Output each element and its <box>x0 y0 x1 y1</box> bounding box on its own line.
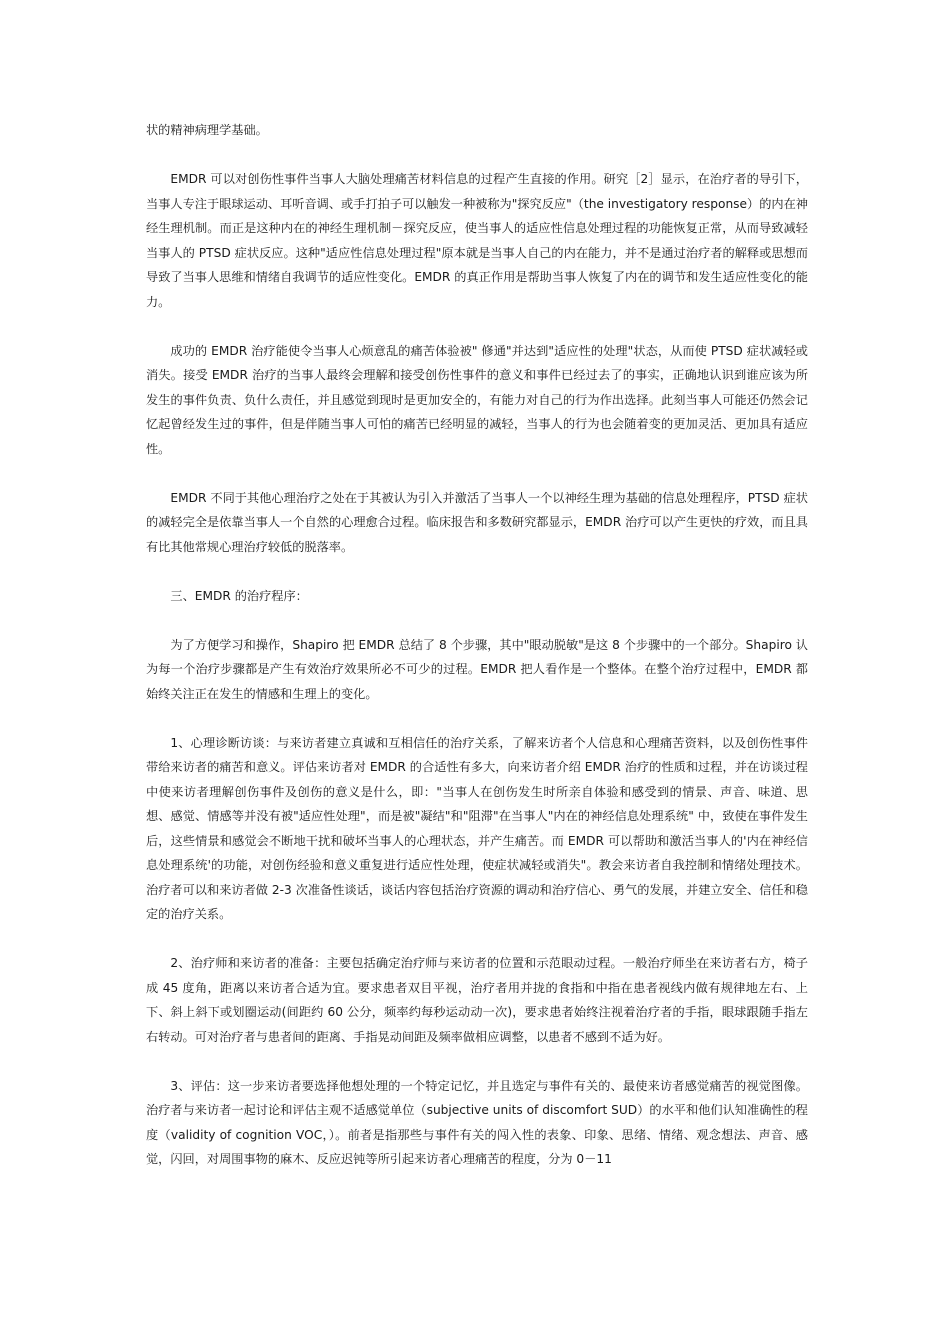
paragraph-step-3-assessment: 3、评估：这一步来访者要选择他想处理的一个特定记忆，并且选定与事件有关的、最使来访者感觉痛苦的视觉图像。治疗者与来访者一起讨论和评估主观不适感觉单位（subjective units of discomfort SUD）的水平和他们认知准确性的程度（validity of cognition VOC，）。前者是指那些与事件有关的闯入性的表象、印象、思绪、情绪、观念想法、声音、感觉，闪回，对周围事物的麻木、反应迟钝等所引起来访者心理痛苦的程度，分为 0－11 <box>146 1078 808 1166</box>
paragraph-emdr-mechanism: EMDR 可以对创伤性事件当事人大脑处理痛苦材料信息的过程产生直接的作用。研究［2］显示，在治疗者的导引下，当事人专注于眼球运动、耳听音调、或手打拍子可以触发一种被称为"探究反应"（the investigatory response）的内在神经生理机制。而正是这种内在的神经生理机制－探究反应，使当事人的适应性信息处理过程的功能恢复正常，从而导致减轻当事人的 PTSD 症状反应。这种"适应性信息处理过程"原本就是当事人自己的内在能力，并不是通过治疗者的解释或思想而导致了当事人思维和情绪自我调节的适应性变化。EMDR 的真正作用是帮助当事人恢复了内在的调节和发生适应性变化的能力。 <box>146 172 808 309</box>
document-page <box>146 118 808 1172</box>
paragraph-step-2-preparation: 2、治疗师和来访者的准备：主要包括确定治疗师与来访者的位置和示范眼动过程。一般治疗师坐在来访者右方，椅子成 45 度角，距离以来访者合适为宜。要求患者双目平视，治疗者用并拢的食指和中指在患者视线内做有规律地左右、上下、斜上斜下或划圈运动(间距约 60 公分，频率约每秒运动动一次)，要求患者始终注视着治疗者的手指，眼球跟随手指左右转动。可对治疗者与患者间的距离、手指晃动间距及频率做相应调整，以患者不感到不适为好。 <box>146 956 808 1044</box>
paragraph-emdr-difference: EMDR 不同于其他心理治疗之处在于其被认为引入并激活了当事人一个以神经生理为基础的信息处理程序，PTSD 症状的减轻完全是依靠当事人一个自然的心理愈合过程。临床报告和多数研究都显示，EMDR 治疗可以产生更快的疗效，而且具有比其他常规心理治疗较低的脱落率。 <box>146 490 808 554</box>
paragraph-continuation: 状的精神病理学基础。 <box>146 123 268 137</box>
paragraph-step-1-diagnostic-interview: 1、心理诊断访谈：与来访者建立真诚和互相信任的治疗关系，了解来访者个人信息和心理痛苦资料，以及创伤性事件带给来访者的痛苦和意义。评估来访者对 EMDR 的合适性有多大，向来访者介绍 EMDR 治疗的性质和过程，并在访谈过程中使来访者理解创伤事件及创伤的意义是什么，即："当事人在创伤发生时所亲自体验和感受到的情景、声音、味道、思想、感觉、情感等并没有被"适应性处理"，而是被"凝结"和"阻滞"在当事人"内在的神经信息处理系统" 中，致使在事件发生后，这些情景和感觉会不断地干扰和破坏当事人的心理状态，并产生痛苦。而 EMDR 可以帮助和激活当事人的'内在神经信息处理系统'的功能，对创伤经验和意义重复进行适应性处理，使症状减轻或消失"。教会来访者自我控制和情绪处理技术。治疗者可以和来访者做 2-3 次准备性谈话，谈话内容包括治疗资源的调动和治疗信心、勇气的发展，并建立安全、信任和稳定的治疗关系。 <box>146 735 808 921</box>
paragraph-eight-steps: 为了方便学习和操作，Shapiro 把 EMDR 总结了 8 个步骤，其中"眼动脱敏"是这 8 个步骤中的一个部分。Shapiro 认为每一个治疗步骤都是产生有效治疗效果所必不可少的过程。EMDR 把人看作是一个整体。在整个治疗过程中，EMDR 都始终关注正在发生的情感和生理上的变化。 <box>146 637 808 701</box>
section-heading-treatment-procedure: 三、EMDR 的治疗程序： <box>170 588 308 603</box>
paragraph-successful-treatment: 成功的 EMDR 治疗能使令当事人心烦意乱的痛苦体验被" 修通"并达到"适应性的处理"状态，从而使 PTSD 症状减轻或消失。接受 EMDR 治疗的当事人最终会理解和接受创伤性事件的意义和事件已经过去了的事实，正确地认识到谁应该为所发生的事件负责、负什么责任，并且感觉到现时是更加安全的，有能力对自己的行为作出选择。此刻当事人可能还仍然会记忆起曾经发生过的事件，但是伴随当事人可怕的痛苦已经明显的减轻，当事人的行为也会随着变的更加灵活、更加具有适应性。 <box>146 343 808 456</box>
